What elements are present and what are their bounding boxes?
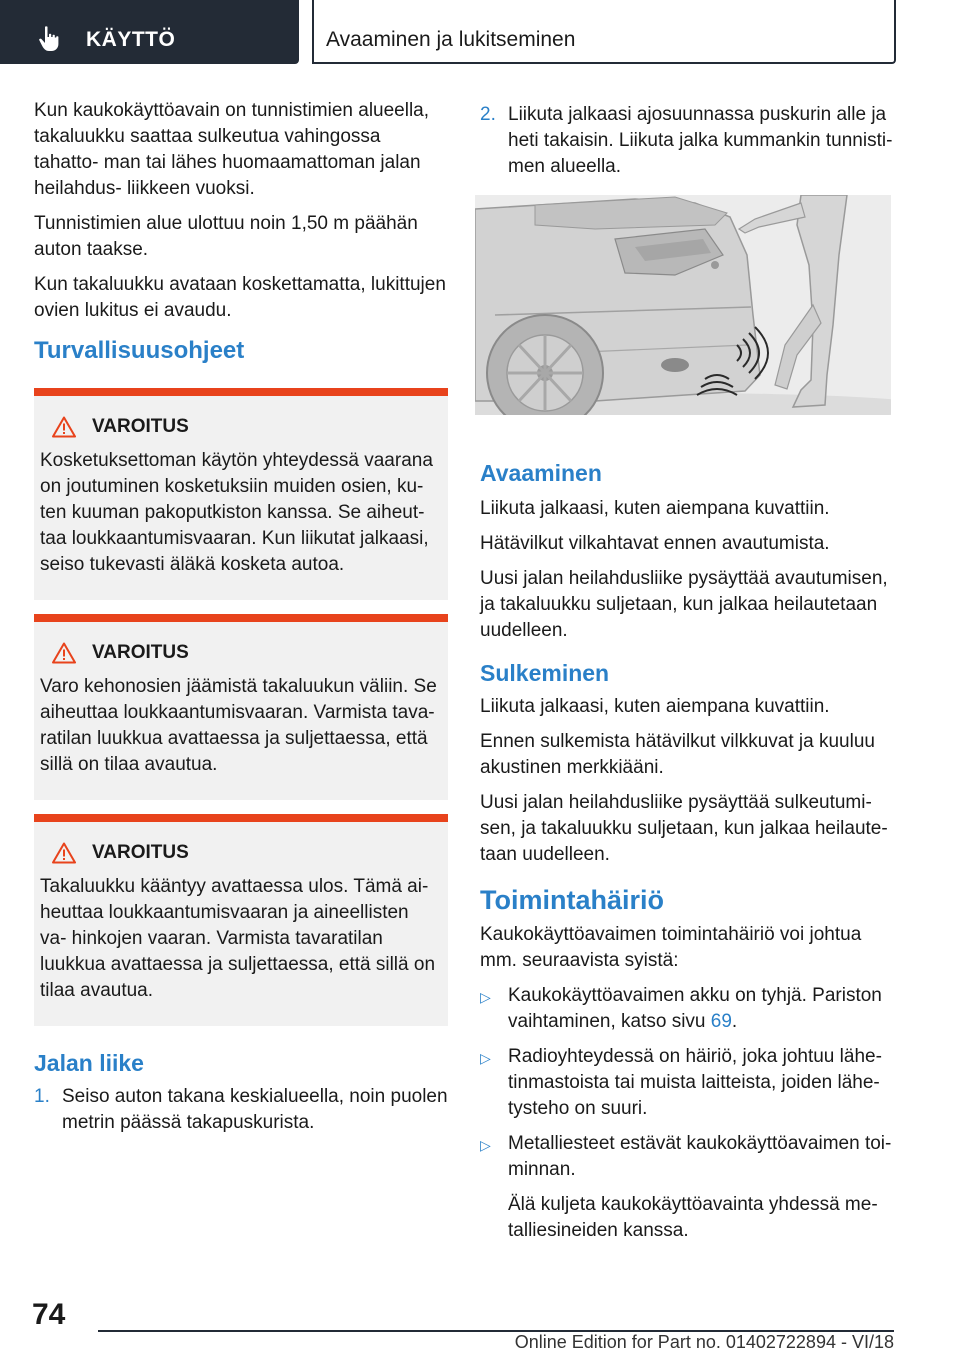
section-header [312,0,896,64]
step-text: Liikuta jalkaasi ajosuunnassa puskurin alle ja heti takaisin. Liikuta jalka kummankin tunnisti- men alueella. [508,104,893,177]
malfunction-intro: Kaukokäyttöavaimen toimintahäiriö voi johtua mm. seuraavista syistä: [480,924,862,971]
step-item [34,1084,448,1136]
section-title: Avaaminen ja lukitseminen [326,28,576,51]
intro-paragraph: Tunnistimien alue ulottuu noin 1,50 m päähän auton taakse. [34,213,418,260]
warning-title: VAROITUS [92,842,189,863]
step-number: 2. [480,104,496,125]
warning-triangle-icon [52,416,76,438]
warning-box [34,814,448,1026]
warning-box [34,388,448,600]
list-item [480,1131,894,1244]
opening-paragraph: Uusi jalan heilahdusliike pysäyttää avautumisen, ja takaluukku suljetaan, kun jalkaa heilautetaan uudelleen. [480,568,888,641]
malfunction-heading: Toimintahäiriö [480,885,665,915]
warning-title: VAROITUS [92,642,189,663]
safety-heading: Turvallisuusohjeet [34,337,245,364]
opening-paragraph: Liikuta jalkaasi, kuten aiempana kuvattiin. [480,498,830,519]
opening-heading: Avaaminen [480,460,602,486]
warning-text: Takaluukku kääntyy avattaessa ulos. Tämä ai- heuttaa loukkaantumisvaaran ja aineellisten va- hinkojen vaaran. Varmista tavaratilan luukkua avattaessa ja suljettaessa, että sillä on tilaa avautua. [40,876,436,1001]
list-item [480,1044,894,1122]
bullet-text: Metalliesteet estävät kaukokäyttöavaimen toi- minnan. [508,1133,892,1180]
intro-paragraph: Kun takaluukku avataan koskettamatta, lukittujen ovien lukitus ei avaudu. [34,274,446,321]
opening-paragraph: Hätävilkut vilkahtavat ennen avautumista. [480,533,830,554]
hand-pointer-icon [38,26,62,52]
closing-paragraph: Uusi jalan heilahdusliike pysäyttää sulkeutumi- sen, ja takaluukku suljetaan, kun jalkaa heilaute- taan uudelleen. [480,792,888,865]
bullet-text: Kaukokäyttöavaimen akku on tyhjä. Pariston vaihtaminen, katso sivu [508,985,882,1032]
bullet-arrow-icon: ▷ [480,1137,491,1153]
warning-box [34,614,448,800]
warning-triangle-icon [52,642,76,664]
intro-paragraph: Kun kaukokäyttöavain on tunnistimien alueella, takaluukku saattaa sulkeutua vahingossa tahatto- man tai lähes huomaamattoman jalan heilahdus- liikkeen vuoksi. [34,100,430,199]
left-column [34,98,448,1144]
step-text: Seiso auton takana keskialueella, noin puolen metrin päässä takapuskurista. [62,1086,448,1133]
closing-heading: Sulkeminen [480,660,610,686]
warning-triangle-icon [52,842,76,864]
warning-text: Kosketuksettoman käytön yhteydessä vaarana on joutuminen kosketuksiin muiden osien, ku- ten kuuman pakoputkiston kanssa. Se aiheut- taa loukkaantumisvaaran. Kun liikutat jalkaasi, seiso tukevasti äläkä kosketa autoa. [40,450,433,575]
list-item: ▷ Kaukokäyttöavaimen akku on tyhjä. Pariston vaihtaminen, katso sivu 69. [480,983,894,1035]
foot-sensor-illustration [475,195,891,415]
page-number: 74 [32,1298,66,1331]
foot-movement-heading: Jalan liike [34,1050,144,1076]
page-link[interactable]: 69 [710,1011,732,1032]
warning-title: VAROITUS [92,416,189,437]
step-item [480,102,894,180]
footer-edition: Online Edition for Part no. 01402722894 - VI/18 [514,1332,894,1352]
bullet-subtext: Älä kuljeta kaukokäyttöavainta yhdessä me- talliesineiden kanssa. [508,1194,878,1241]
bullet-arrow-icon: ▷ [480,989,491,1005]
car-rear-illustration [475,195,891,415]
step-number: 1. [34,1086,50,1107]
chapter-label: KÄYTTÖ [86,28,176,51]
warning-text: Varo kehonosien jäämistä takaluukun väliin. Se aiheuttaa loukkaantumisvaaran. Varmista tava- ratilan luukkua avattaessa ja suljettaessa, että sillä on tilaa avautua. [40,676,437,775]
closing-paragraph: Ennen sulkemista hätävilkut vilkkuvat ja kuuluu akustinen merkkiääni. [480,731,875,778]
chapter-tab [0,0,299,64]
bullet-text: Radioyhteydessä on häiriö, joka johtuu lähe- tinmastoista tai muista laitteista, joiden lähe- tysteho on suuri. [508,1046,882,1119]
bullet-arrow-icon: ▷ [480,1050,491,1066]
closing-paragraph: Liikuta jalkaasi, kuten aiempana kuvattiin. [480,696,830,717]
